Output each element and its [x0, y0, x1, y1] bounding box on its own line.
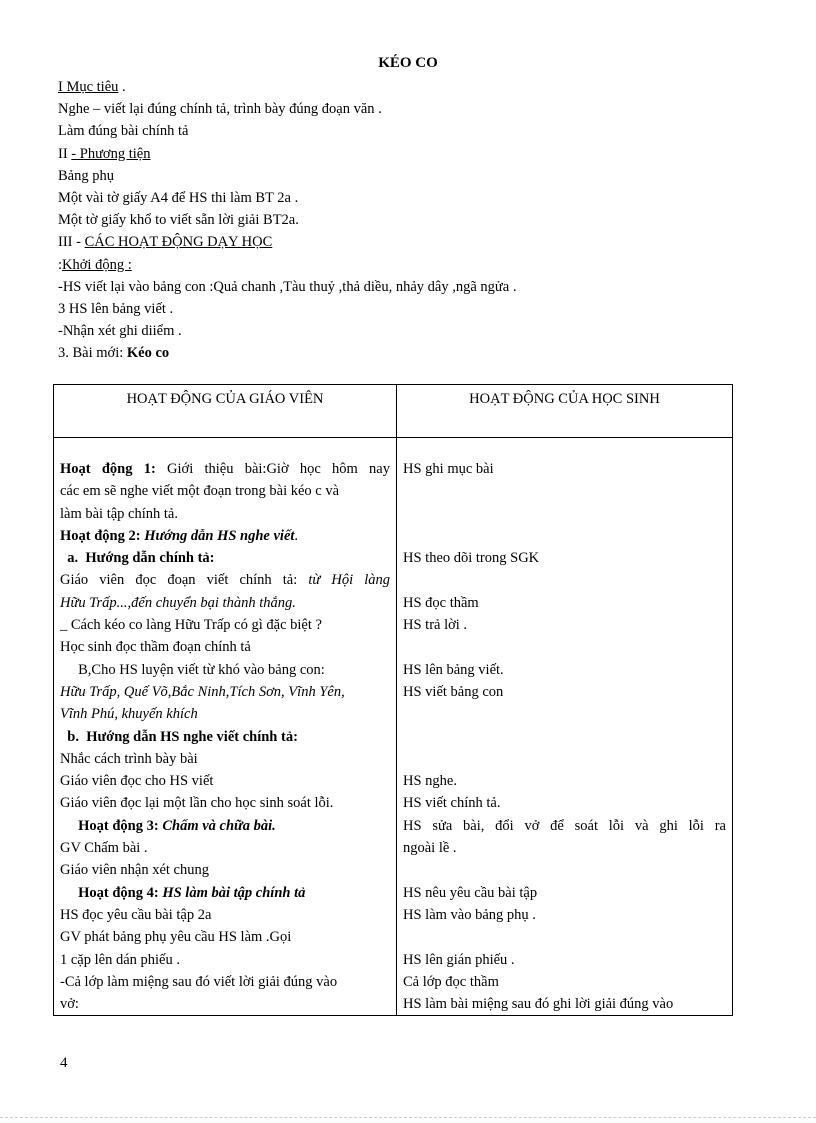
intro-line: Bảng phụ [58, 167, 114, 184]
table-line: HS nghe. [403, 773, 457, 790]
table-line: Hoạt động 3: Chấm và chữa bài. [60, 817, 276, 834]
header-teacher: HOẠT ĐỘNG CỦA GIÁO VIÊN [54, 385, 397, 438]
intro-section [58, 76, 758, 364]
section-activities: III - CÁC HOẠT ĐỘNG DẠY HỌC [58, 234, 273, 251]
header-student: HOẠT ĐỘNG CỦA HỌC SINH [397, 385, 733, 438]
section-materials: II - Phương tiện [58, 145, 151, 162]
table-body-row [54, 438, 733, 1016]
table-line: a. Hướng dẫn chính tả: [60, 550, 215, 567]
table-line: HS viết chính tả. [403, 795, 501, 812]
table-line: Hoạt động 1: Giới thiệu bài:Giờ học hôm nay [60, 461, 390, 477]
table-line: HS trả lời . [403, 617, 468, 634]
page-bottom-divider [0, 1117, 816, 1118]
table-line: Hoạt động 4: HS làm bài tập chính tả [60, 884, 306, 901]
intro-line: 3 HS lên bảng viết . [58, 300, 174, 317]
activities-table [53, 384, 733, 1016]
intro-line: Làm đúng bài chính tả [58, 123, 189, 140]
table-line: Giáo viên đọc cho HS viết [60, 773, 214, 790]
table-line: -Cả lớp làm miệng sau đó viết lời giải đúng vào [60, 973, 338, 990]
table-line: Nhắc cách trình bày bài [60, 750, 198, 767]
intro-line: Nghe – viết lại đúng chính tả, trình bày đúng đoạn văn . [58, 101, 382, 118]
table-line: Học sinh đọc thầm đoạn chính tả [60, 639, 251, 656]
intro-line: Một tờ giấy khổ to viết sẵn lời giải BT2a. [58, 212, 299, 229]
table-line: làm bài tập chính tả. [60, 505, 178, 522]
table-line: HS đọc yêu cầu bài tập 2a [60, 906, 212, 923]
new-lesson-line: 3. Bài mới: Kéo co [58, 345, 170, 362]
warmup-heading: :Khởi động : [58, 256, 132, 273]
table-line: GV Chấm bài . [60, 840, 148, 857]
table-line: 1 cặp lên dán phiếu . [60, 951, 180, 968]
teacher-column [54, 438, 397, 1016]
table-line: HS lên gián phiếu . [403, 951, 515, 968]
table-line: B,Cho HS luyện viết từ khó vào bảng con: [60, 661, 325, 678]
table-line: Giáo viên đọc lại một lần cho học sinh soát lỗi. [60, 795, 334, 812]
table-line: Hoạt động 2: Hướng dẫn HS nghe viết. [60, 527, 299, 544]
table-line: Giáo viên nhận xét chung [60, 862, 209, 879]
intro-line: Một vài tờ giấy A4 để HS thi làm BT 2a . [58, 189, 299, 206]
table-line: HS nêu yêu cầu bài tập [403, 884, 538, 901]
table-line: HS đọc thầm [403, 594, 479, 611]
table-line: các em sẽ nghe viết một đoạn trong bài kéo c và [60, 483, 340, 500]
table-line: Hữu Trấp...,đến chuyển bại thành thắng. [60, 594, 296, 611]
table-line: HS lên bảng viết. [403, 661, 504, 678]
table-line: Hữu Trấp, Quế Võ,Bắc Ninh,Tích Sơn, Vĩnh Yên, [60, 683, 345, 700]
document-title: KÉO CO [378, 55, 438, 71]
page-number: 4 [60, 1055, 68, 1071]
table-line: vở: [60, 996, 79, 1013]
table-line: b. Hướng dẫn HS nghe viết chính tả: [60, 728, 298, 745]
table-line: HS theo dõi trong SGK [403, 550, 540, 567]
table-line: HS làm bài miệng sau đó ghi lời giải đúng vào [403, 996, 674, 1013]
table-line: Vĩnh Phú, khuyến khích [60, 706, 198, 723]
intro-line: -Nhận xét ghi diiểm . [58, 323, 182, 340]
table-line: Giáo viên đọc đoạn viết chính tả: từ Hội làng [60, 572, 390, 589]
table-line: HS làm vào bảng phụ . [403, 906, 536, 923]
intro-line: -HS viết lại vào bảng con :Quả chanh ,Tàu thuỷ ,thả diều, nhảy dây ,ngã ngửa . [58, 278, 517, 295]
table-line: HS sửa bài, đổi vở để soát lỗi và ghi lỗi ra [403, 817, 726, 834]
table-line: Cả lớp đọc thầm [403, 973, 499, 990]
table-line: GV phát bảng phụ yêu cầu HS làm .Gọi [60, 929, 292, 946]
table-line: HS ghi mục bài [403, 461, 494, 477]
section-objectives: I Mục tiêu . [58, 79, 126, 95]
student-column [397, 438, 733, 1016]
table-line: _ Cách kéo co làng Hữu Trấp có gì đặc biệt ? [60, 617, 322, 634]
table-header-row [54, 385, 733, 438]
table-line: HS viết bảng con [403, 683, 504, 700]
table-line: ngoài lề . [403, 840, 457, 857]
